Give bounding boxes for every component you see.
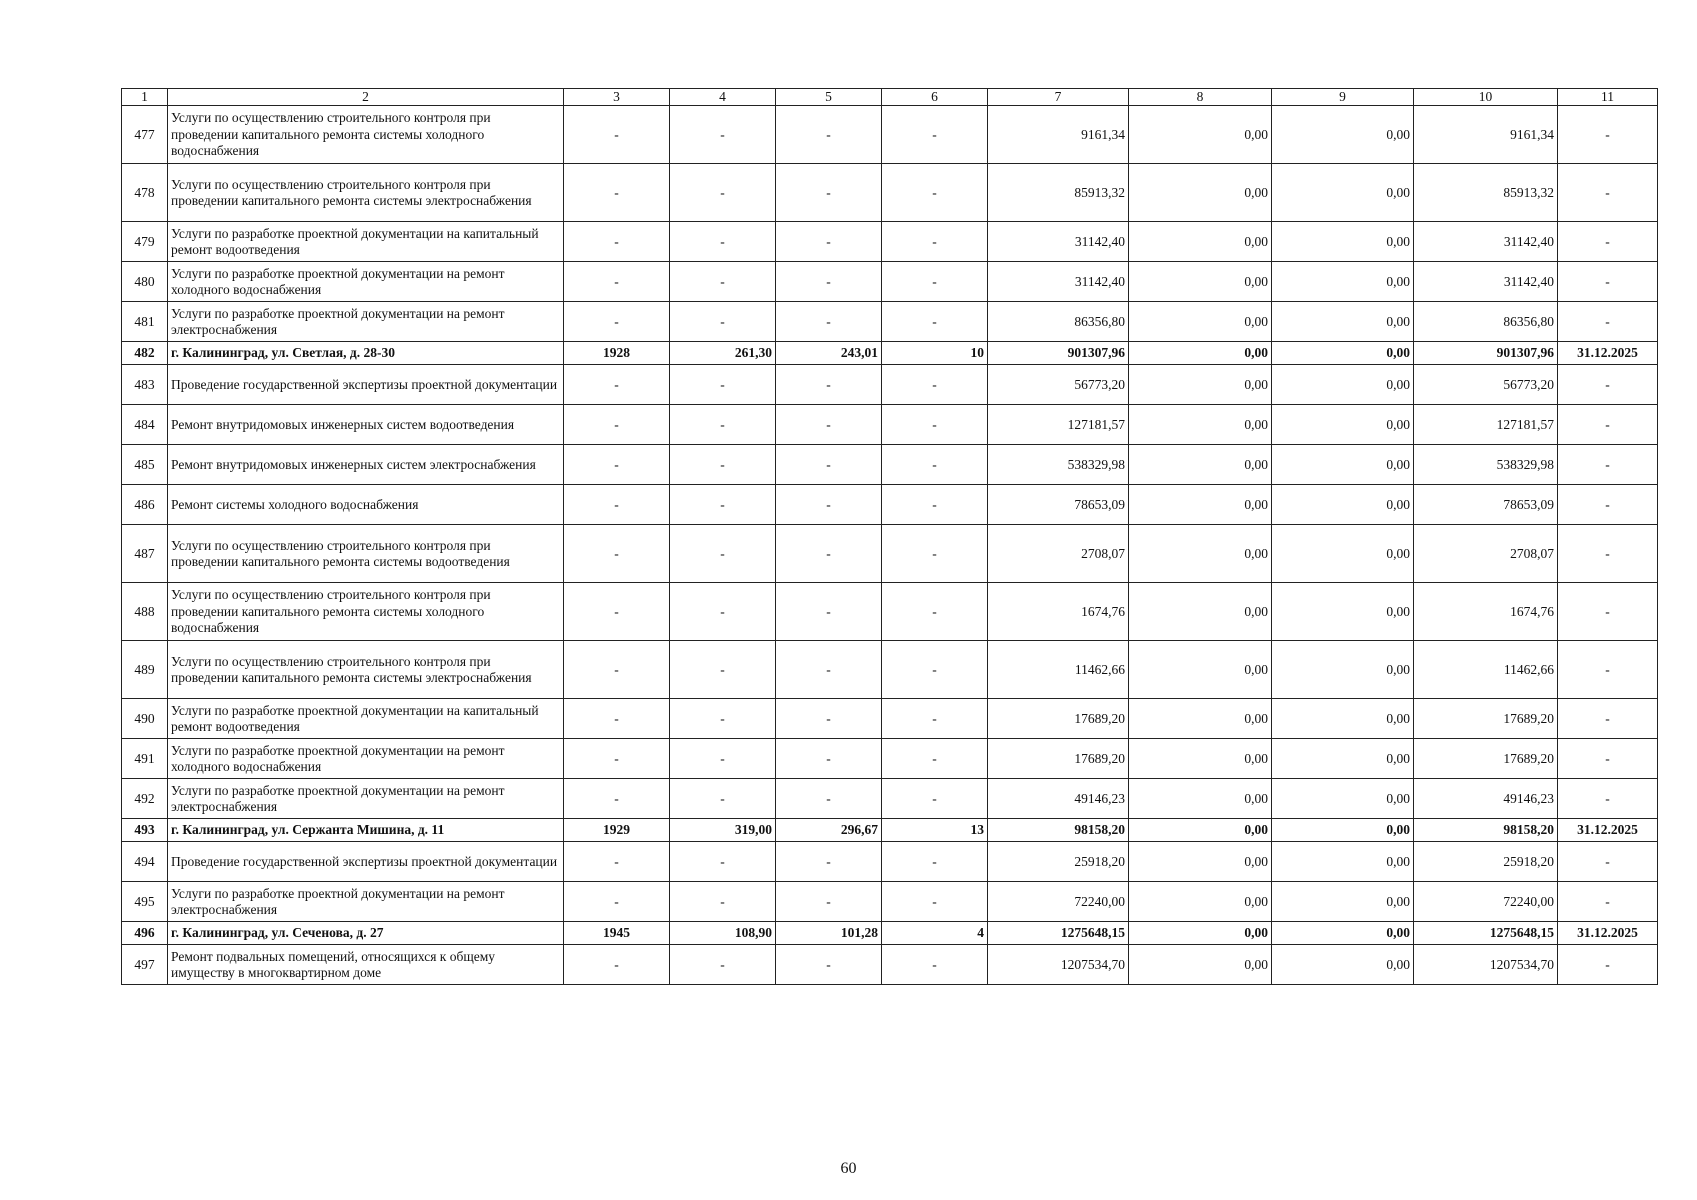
cell-col-5: - xyxy=(776,485,882,525)
cell-col-10: 31142,40 xyxy=(1414,222,1558,262)
cell-col-8: 0,00 xyxy=(1129,922,1272,945)
cell-col-3: 1928 xyxy=(564,342,670,365)
row-number: 497 xyxy=(122,945,168,985)
cell-col-6: 13 xyxy=(882,819,988,842)
work-description: Услуги по разработке проектной документации на ремонт электроснабжения xyxy=(168,302,564,342)
address-cell: г. Калининград, ул. Сеченова, д. 27 xyxy=(168,922,564,945)
table-row xyxy=(122,583,1658,641)
row-number: 495 xyxy=(122,882,168,922)
cell-col-7: 11462,66 xyxy=(988,641,1129,699)
row-number: 484 xyxy=(122,405,168,445)
work-description: Услуги по разработке проектной документации на капитальный ремонт водоотведения xyxy=(168,699,564,739)
cell-col-10: 1207534,70 xyxy=(1414,945,1558,985)
cell-col-5: - xyxy=(776,699,882,739)
cell-col-4: - xyxy=(670,405,776,445)
work-description: Ремонт системы холодного водоснабжения xyxy=(168,485,564,525)
cell-col-10: 901307,96 xyxy=(1414,342,1558,365)
cell-col-11: - xyxy=(1558,405,1658,445)
work-description: Проведение государственной экспертизы проектной документации xyxy=(168,365,564,405)
cell-col-4: - xyxy=(670,525,776,583)
cell-col-11: 31.12.2025 xyxy=(1558,342,1658,365)
work-description: Услуги по осуществлению строительного контроля при проведении капитального ремонта системы электроснабжения xyxy=(168,641,564,699)
cell-col-8: 0,00 xyxy=(1129,739,1272,779)
cell-col-7: 901307,96 xyxy=(988,342,1129,365)
work-description: Услуги по разработке проектной документации на ремонт электроснабжения xyxy=(168,779,564,819)
cell-col-5: 296,67 xyxy=(776,819,882,842)
cell-col-9: 0,00 xyxy=(1272,882,1414,922)
table-row xyxy=(122,882,1658,922)
cell-col-11: - xyxy=(1558,222,1658,262)
table-row xyxy=(122,842,1658,882)
cell-col-8: 0,00 xyxy=(1129,164,1272,222)
table-row xyxy=(122,641,1658,699)
cell-col-5: - xyxy=(776,262,882,302)
address-cell: г. Калининград, ул. Светлая, д. 28-30 xyxy=(168,342,564,365)
table-row xyxy=(122,222,1658,262)
cell-col-3: - xyxy=(564,106,670,164)
cell-col-8: 0,00 xyxy=(1129,882,1272,922)
cell-col-5: - xyxy=(776,222,882,262)
cell-col-6: - xyxy=(882,445,988,485)
row-number: 493 xyxy=(122,819,168,842)
work-description: Услуги по осуществлению строительного контроля при проведении капитального ремонта системы холодного водоснабжения xyxy=(168,583,564,641)
cell-col-5: - xyxy=(776,739,882,779)
cell-col-4: - xyxy=(670,164,776,222)
cell-col-7: 538329,98 xyxy=(988,445,1129,485)
cell-col-10: 72240,00 xyxy=(1414,882,1558,922)
cell-col-9: 0,00 xyxy=(1272,485,1414,525)
cell-col-7: 1674,76 xyxy=(988,583,1129,641)
cell-col-10: 11462,66 xyxy=(1414,641,1558,699)
cell-col-6: - xyxy=(882,842,988,882)
cell-col-7: 78653,09 xyxy=(988,485,1129,525)
cell-col-4: - xyxy=(670,779,776,819)
cell-col-6: - xyxy=(882,779,988,819)
work-description: Услуги по осуществлению строительного контроля при проведении капитального ремонта системы холодного водоснабжения xyxy=(168,106,564,164)
cell-col-6: - xyxy=(882,222,988,262)
address-row xyxy=(122,819,1658,842)
cell-col-7: 127181,57 xyxy=(988,405,1129,445)
cell-col-10: 49146,23 xyxy=(1414,779,1558,819)
cell-col-8: 0,00 xyxy=(1129,485,1272,525)
cell-col-8: 0,00 xyxy=(1129,699,1272,739)
cell-col-4: - xyxy=(670,699,776,739)
cell-col-9: 0,00 xyxy=(1272,819,1414,842)
column-header: 3 xyxy=(564,89,670,106)
cell-col-11: - xyxy=(1558,842,1658,882)
column-header: 1 xyxy=(122,89,168,106)
cell-col-5: - xyxy=(776,106,882,164)
cell-col-8: 0,00 xyxy=(1129,405,1272,445)
cell-col-6: - xyxy=(882,405,988,445)
cell-col-10: 25918,20 xyxy=(1414,842,1558,882)
cell-col-9: 0,00 xyxy=(1272,405,1414,445)
cell-col-9: 0,00 xyxy=(1272,164,1414,222)
cell-col-8: 0,00 xyxy=(1129,445,1272,485)
cell-col-9: 0,00 xyxy=(1272,922,1414,945)
address-cell: г. Калининград, ул. Сержанта Мишина, д. 11 xyxy=(168,819,564,842)
cell-col-5: - xyxy=(776,302,882,342)
table-row xyxy=(122,699,1658,739)
cell-col-4: - xyxy=(670,485,776,525)
cell-col-4: - xyxy=(670,365,776,405)
cell-col-5: 101,28 xyxy=(776,922,882,945)
table-row xyxy=(122,739,1658,779)
cell-col-7: 9161,34 xyxy=(988,106,1129,164)
cell-col-10: 127181,57 xyxy=(1414,405,1558,445)
row-number: 490 xyxy=(122,699,168,739)
cell-col-10: 86356,80 xyxy=(1414,302,1558,342)
cell-col-5: - xyxy=(776,779,882,819)
row-number: 492 xyxy=(122,779,168,819)
column-header: 10 xyxy=(1414,89,1558,106)
work-description: Ремонт внутридомовых инженерных систем электроснабжения xyxy=(168,445,564,485)
cell-col-9: 0,00 xyxy=(1272,779,1414,819)
cell-col-10: 538329,98 xyxy=(1414,445,1558,485)
work-description: Ремонт внутридомовых инженерных систем водоотведения xyxy=(168,405,564,445)
work-description: Услуги по осуществлению строительного контроля при проведении капитального ремонта системы электроснабжения xyxy=(168,164,564,222)
cell-col-3: 1945 xyxy=(564,922,670,945)
row-number: 479 xyxy=(122,222,168,262)
cell-col-4: - xyxy=(670,222,776,262)
cell-col-11: - xyxy=(1558,302,1658,342)
cell-col-8: 0,00 xyxy=(1129,365,1272,405)
cell-col-4: 319,00 xyxy=(670,819,776,842)
cell-col-4: - xyxy=(670,945,776,985)
cell-col-11: - xyxy=(1558,262,1658,302)
address-row xyxy=(122,342,1658,365)
cell-col-9: 0,00 xyxy=(1272,699,1414,739)
row-number: 486 xyxy=(122,485,168,525)
cell-col-4: - xyxy=(670,641,776,699)
cell-col-9: 0,00 xyxy=(1272,842,1414,882)
cell-col-11: - xyxy=(1558,445,1658,485)
cell-col-8: 0,00 xyxy=(1129,819,1272,842)
cell-col-8: 0,00 xyxy=(1129,525,1272,583)
cell-col-10: 56773,20 xyxy=(1414,365,1558,405)
cell-col-4: - xyxy=(670,445,776,485)
cell-col-6: - xyxy=(882,262,988,302)
table-row xyxy=(122,365,1658,405)
cell-col-3: - xyxy=(564,699,670,739)
cell-col-9: 0,00 xyxy=(1272,583,1414,641)
cell-col-11: - xyxy=(1558,525,1658,583)
cell-col-4: - xyxy=(670,583,776,641)
cell-col-7: 25918,20 xyxy=(988,842,1129,882)
cell-col-6: 10 xyxy=(882,342,988,365)
cell-col-7: 17689,20 xyxy=(988,739,1129,779)
column-header: 6 xyxy=(882,89,988,106)
cell-col-6: - xyxy=(882,365,988,405)
row-number: 485 xyxy=(122,445,168,485)
cell-col-11: - xyxy=(1558,739,1658,779)
register-body xyxy=(122,89,1658,985)
cell-col-8: 0,00 xyxy=(1129,302,1272,342)
cell-col-9: 0,00 xyxy=(1272,302,1414,342)
table-row xyxy=(122,262,1658,302)
register-table xyxy=(121,88,1658,985)
cell-col-9: 0,00 xyxy=(1272,525,1414,583)
cell-col-4: - xyxy=(670,842,776,882)
cell-col-3: 1929 xyxy=(564,819,670,842)
cell-col-7: 17689,20 xyxy=(988,699,1129,739)
cell-col-9: 0,00 xyxy=(1272,342,1414,365)
cell-col-11: - xyxy=(1558,641,1658,699)
column-header: 2 xyxy=(168,89,564,106)
work-description: Услуги по разработке проектной документации на ремонт холодного водоснабжения xyxy=(168,739,564,779)
cell-col-11: - xyxy=(1558,583,1658,641)
cell-col-9: 0,00 xyxy=(1272,262,1414,302)
cell-col-10: 78653,09 xyxy=(1414,485,1558,525)
cell-col-3: - xyxy=(564,262,670,302)
cell-col-9: 0,00 xyxy=(1272,106,1414,164)
cell-col-3: - xyxy=(564,485,670,525)
column-header: 4 xyxy=(670,89,776,106)
cell-col-7: 98158,20 xyxy=(988,819,1129,842)
page-number: 60 xyxy=(840,1160,857,1177)
cell-col-7: 1207534,70 xyxy=(988,945,1129,985)
cell-col-5: - xyxy=(776,525,882,583)
cell-col-5: - xyxy=(776,882,882,922)
cell-col-6: - xyxy=(882,525,988,583)
cell-col-4: - xyxy=(670,882,776,922)
cell-col-10: 9161,34 xyxy=(1414,106,1558,164)
cell-col-3: - xyxy=(564,445,670,485)
cell-col-9: 0,00 xyxy=(1272,365,1414,405)
cell-col-3: - xyxy=(564,882,670,922)
cell-col-6: - xyxy=(882,302,988,342)
cell-col-7: 72240,00 xyxy=(988,882,1129,922)
row-number: 483 xyxy=(122,365,168,405)
work-description: Проведение государственной экспертизы проектной документации xyxy=(168,842,564,882)
cell-col-9: 0,00 xyxy=(1272,641,1414,699)
cell-col-6: - xyxy=(882,699,988,739)
cell-col-5: - xyxy=(776,842,882,882)
row-number: 494 xyxy=(122,842,168,882)
cell-col-11: - xyxy=(1558,106,1658,164)
cell-col-9: 0,00 xyxy=(1272,945,1414,985)
column-header: 9 xyxy=(1272,89,1414,106)
cell-col-6: - xyxy=(882,164,988,222)
cell-col-4: - xyxy=(670,262,776,302)
cell-col-4: - xyxy=(670,302,776,342)
cell-col-11: - xyxy=(1558,164,1658,222)
cell-col-8: 0,00 xyxy=(1129,842,1272,882)
cell-col-9: 0,00 xyxy=(1272,445,1414,485)
cell-col-7: 56773,20 xyxy=(988,365,1129,405)
cell-col-10: 2708,07 xyxy=(1414,525,1558,583)
cell-col-5: - xyxy=(776,583,882,641)
cell-col-8: 0,00 xyxy=(1129,222,1272,262)
row-number: 491 xyxy=(122,739,168,779)
address-row xyxy=(122,922,1658,945)
cell-col-11: - xyxy=(1558,365,1658,405)
row-number: 488 xyxy=(122,583,168,641)
cell-col-8: 0,00 xyxy=(1129,342,1272,365)
cell-col-10: 1275648,15 xyxy=(1414,922,1558,945)
table-row xyxy=(122,106,1658,164)
cell-col-8: 0,00 xyxy=(1129,641,1272,699)
column-header: 5 xyxy=(776,89,882,106)
table-row xyxy=(122,405,1658,445)
cell-col-4: 261,30 xyxy=(670,342,776,365)
cell-col-3: - xyxy=(564,842,670,882)
cell-col-7: 1275648,15 xyxy=(988,922,1129,945)
row-number: 489 xyxy=(122,641,168,699)
cell-col-6: - xyxy=(882,882,988,922)
cell-col-5: - xyxy=(776,641,882,699)
cell-col-7: 85913,32 xyxy=(988,164,1129,222)
cell-col-11: 31.12.2025 xyxy=(1558,819,1658,842)
cell-col-11: - xyxy=(1558,882,1658,922)
work-description: Услуги по разработке проектной документации на ремонт электроснабжения xyxy=(168,882,564,922)
cell-col-4: - xyxy=(670,106,776,164)
cell-col-3: - xyxy=(564,779,670,819)
cell-col-5: - xyxy=(776,405,882,445)
cell-col-4: 108,90 xyxy=(670,922,776,945)
cell-col-6: - xyxy=(882,739,988,779)
column-header: 11 xyxy=(1558,89,1658,106)
cell-col-10: 1674,76 xyxy=(1414,583,1558,641)
cell-col-3: - xyxy=(564,739,670,779)
cell-col-8: 0,00 xyxy=(1129,262,1272,302)
row-number: 480 xyxy=(122,262,168,302)
cell-col-5: - xyxy=(776,945,882,985)
cell-col-6: - xyxy=(882,485,988,525)
cell-col-8: 0,00 xyxy=(1129,583,1272,641)
cell-col-6: - xyxy=(882,945,988,985)
cell-col-4: - xyxy=(670,739,776,779)
cell-col-10: 85913,32 xyxy=(1414,164,1558,222)
table-row xyxy=(122,779,1658,819)
column-header: 7 xyxy=(988,89,1129,106)
table-row xyxy=(122,945,1658,985)
cell-col-6: 4 xyxy=(882,922,988,945)
cell-col-3: - xyxy=(564,525,670,583)
cell-col-11: - xyxy=(1558,485,1658,525)
cell-col-10: 98158,20 xyxy=(1414,819,1558,842)
row-number: 481 xyxy=(122,302,168,342)
cell-col-7: 86356,80 xyxy=(988,302,1129,342)
cell-col-11: 31.12.2025 xyxy=(1558,922,1658,945)
cell-col-11: - xyxy=(1558,945,1658,985)
table-row xyxy=(122,485,1658,525)
cell-col-6: - xyxy=(882,583,988,641)
cell-col-3: - xyxy=(564,164,670,222)
work-description: Услуги по разработке проектной документации на капитальный ремонт водоотведения xyxy=(168,222,564,262)
row-number: 477 xyxy=(122,106,168,164)
cell-col-9: 0,00 xyxy=(1272,739,1414,779)
cell-col-8: 0,00 xyxy=(1129,779,1272,819)
cell-col-5: - xyxy=(776,164,882,222)
cell-col-8: 0,00 xyxy=(1129,945,1272,985)
cell-col-5: - xyxy=(776,445,882,485)
work-description: Ремонт подвальных помещений, относящихся к общему имуществу в многоквартирном доме xyxy=(168,945,564,985)
cell-col-10: 31142,40 xyxy=(1414,262,1558,302)
column-number-row xyxy=(122,89,1658,106)
cell-col-6: - xyxy=(882,641,988,699)
cell-col-11: - xyxy=(1558,779,1658,819)
column-header: 8 xyxy=(1129,89,1272,106)
document-sheet xyxy=(121,88,1657,985)
cell-col-3: - xyxy=(564,641,670,699)
cell-col-3: - xyxy=(564,405,670,445)
cell-col-3: - xyxy=(564,222,670,262)
cell-col-3: - xyxy=(564,365,670,405)
table-row xyxy=(122,445,1658,485)
cell-col-10: 17689,20 xyxy=(1414,739,1558,779)
row-number: 482 xyxy=(122,342,168,365)
work-description: Услуги по осуществлению строительного контроля при проведении капитального ремонта системы водоотведения xyxy=(168,525,564,583)
cell-col-7: 49146,23 xyxy=(988,779,1129,819)
work-description: Услуги по разработке проектной документации на ремонт холодного водоснабжения xyxy=(168,262,564,302)
cell-col-11: - xyxy=(1558,699,1658,739)
cell-col-5: 243,01 xyxy=(776,342,882,365)
row-number: 487 xyxy=(122,525,168,583)
cell-col-5: - xyxy=(776,365,882,405)
cell-col-7: 31142,40 xyxy=(988,262,1129,302)
cell-col-9: 0,00 xyxy=(1272,222,1414,262)
cell-col-3: - xyxy=(564,583,670,641)
table-row xyxy=(122,525,1658,583)
table-row xyxy=(122,302,1658,342)
row-number: 496 xyxy=(122,922,168,945)
cell-col-7: 31142,40 xyxy=(988,222,1129,262)
cell-col-10: 17689,20 xyxy=(1414,699,1558,739)
row-number: 478 xyxy=(122,164,168,222)
cell-col-3: - xyxy=(564,945,670,985)
cell-col-6: - xyxy=(882,106,988,164)
cell-col-7: 2708,07 xyxy=(988,525,1129,583)
cell-col-3: - xyxy=(564,302,670,342)
table-row xyxy=(122,164,1658,222)
cell-col-8: 0,00 xyxy=(1129,106,1272,164)
